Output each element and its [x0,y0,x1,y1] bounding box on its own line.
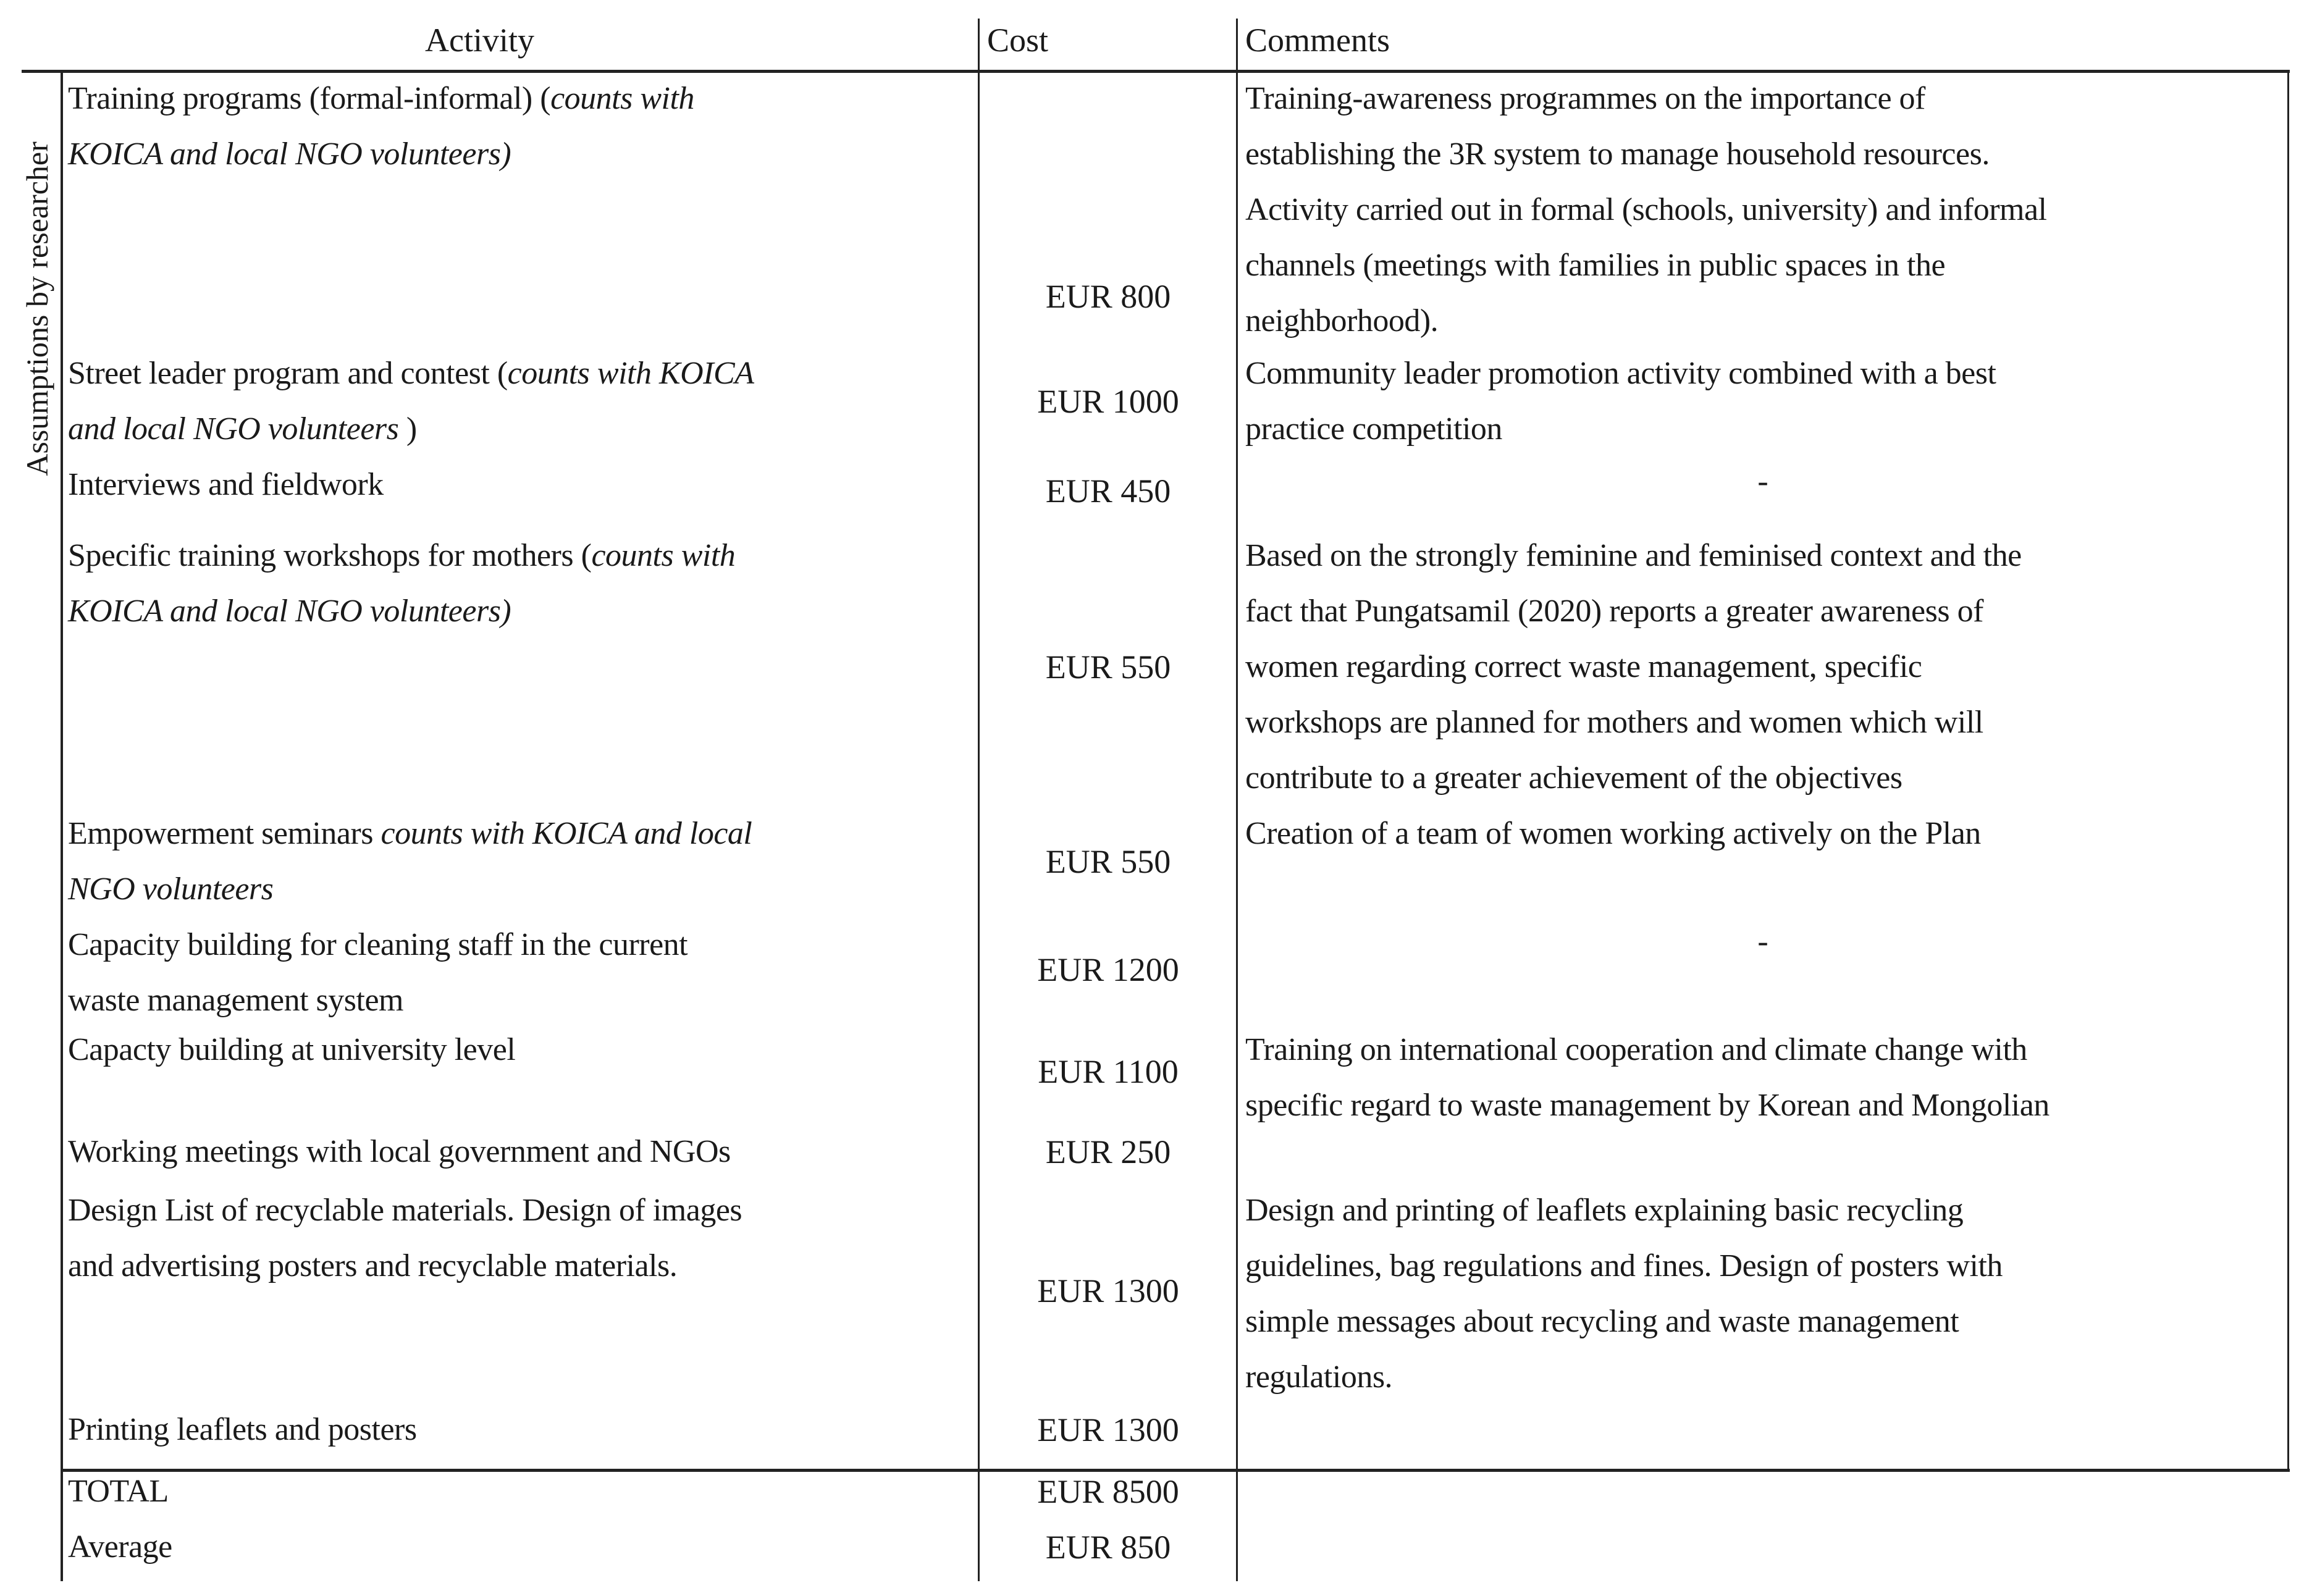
activity-cell-line [68,71,694,127]
activity-cell-line [68,1183,742,1238]
activity-text-segment: Specific training workshops for mothers ( [68,538,592,573]
cost-cell: EUR 1300 [1037,1411,1179,1448]
comment-cell-line: regulations. [1245,1359,1393,1395]
activity-cell-line [68,528,735,584]
summary-cost: EUR 850 [1045,1529,1171,1566]
cost-cell: EUR 1000 [1037,383,1179,420]
cost-column-divider [978,19,980,1581]
comment-cell-line: neighborhood). [1245,303,1439,338]
comment-cell-line: channels (meetings with families in public spaces in the [1245,248,1946,283]
activity-text-segment: counts with KOICA [507,356,754,391]
activity-cell-line [68,584,511,639]
group-label-text: Assumptions by researcher [20,141,54,476]
activity-text-segment: KOICA and local NGO volunteers) [68,594,511,629]
activity-text-segment: counts with [591,538,736,573]
comment-empty-dash: - [1757,464,1768,499]
right-border [2287,70,2289,1472]
activity-text-segment: NGO volunteers [68,872,274,907]
comment-cell-line: women regarding correct waste management, specific [1245,649,1922,684]
summary-cost: EUR 8500 [1037,1473,1179,1510]
group-label [19,86,56,531]
comment-cell-line: simple messages about recycling and waste management [1245,1304,1959,1339]
activity-cell-line [68,1022,515,1078]
activity-text-segment: Empowerment seminars [68,816,381,851]
comment-cell-line: establishing the 3R system to manage household resources. [1245,136,1990,172]
activity-cell-line [68,973,403,1028]
activity-text-segment: Interviews and fieldwork [68,467,384,502]
activity-cell-line [68,346,754,401]
activity-cell-line [68,917,687,973]
activity-cell-line [68,1124,731,1180]
activity-text-segment: Capacty building at university level [68,1032,516,1067]
comment-cell-line: Creation of a team of women working actively on the Plan [1245,816,1981,851]
cost-cell: EUR 1100 [1038,1053,1179,1090]
activity-text-segment: Capacity building for cleaning staff in the current [68,927,688,962]
cost-cell: EUR 1200 [1037,951,1179,988]
activity-text-segment: counts with KOICA and local [380,816,752,851]
activity-text-segment: Working meetings with local government and NGOs [68,1134,731,1169]
activity-cell-line [68,862,273,917]
summary-label: TOTAL [68,1474,169,1509]
activity-text-segment: Training programs (formal-informal) ( [68,81,551,116]
activity-text-segment: ) [398,411,417,447]
comment-cell-line: workshops are planned for mothers and women which will [1245,705,1983,740]
comment-cell-line: practice competition [1245,411,1502,447]
activity-cell-line [68,1238,677,1294]
comment-cell-line: Design and printing of leaflets explaining basic recycling [1245,1193,1964,1228]
comment-empty-dash: - [1757,924,1768,959]
activity-cell-line [68,1402,417,1458]
activity-text-segment: and advertising posters and recyclable materials. [68,1248,678,1283]
activity-text-segment: waste management system [68,983,404,1018]
cost-cell: EUR 800 [1045,278,1171,315]
activity-cell-line [68,401,417,457]
header-activity: Activity [425,22,534,59]
activity-text-segment: Street leader program and contest ( [68,356,508,391]
activity-text-segment: and local NGO volunteers [68,411,399,447]
activity-text-segment: counts with [550,81,694,116]
left-border [61,70,63,1581]
comments-column-divider [1236,19,1238,1581]
cost-cell: EUR 550 [1045,649,1171,686]
activity-cell-line [68,806,752,862]
cost-cell: EUR 250 [1045,1133,1171,1170]
cost-cell: EUR 550 [1045,843,1171,880]
comment-cell-line: Activity carried out in formal (schools, university) and informal [1245,192,2047,227]
cost-cell: EUR 1300 [1037,1272,1179,1309]
cost-cell: EUR 450 [1045,472,1171,510]
comment-cell-line: specific regard to waste management by Korean and Mongolian [1245,1088,2050,1123]
activity-text-segment: Design List of recyclable materials. Design of images [68,1193,742,1228]
comment-cell-line: Based on the strongly feminine and feminised context and the [1245,538,2022,573]
comment-cell-line: Community leader promotion activity combined with a best [1245,356,1996,391]
comment-cell-line: guidelines, bag regulations and fines. Design of posters with [1245,1248,2003,1283]
activity-cell-line [68,457,384,513]
comment-cell-line: fact that Pungatsamil (2020) reports a greater awareness of [1245,594,1983,629]
summary-label: Average [68,1529,172,1564]
activity-text-segment: KOICA and local NGO volunteers) [68,136,511,172]
comment-cell-line: Training-awareness programmes on the importance of [1245,81,1925,116]
header-comments: Comments [1245,22,1390,59]
activity-text-segment: Printing leaflets and posters [68,1412,417,1447]
activity-cell-line [68,127,511,182]
comment-cell-line: Training on international cooperation and climate change with [1245,1032,2027,1067]
header-cost: Cost [987,22,1049,59]
comment-cell-line: contribute to a greater achievement of the objectives [1245,760,1902,796]
